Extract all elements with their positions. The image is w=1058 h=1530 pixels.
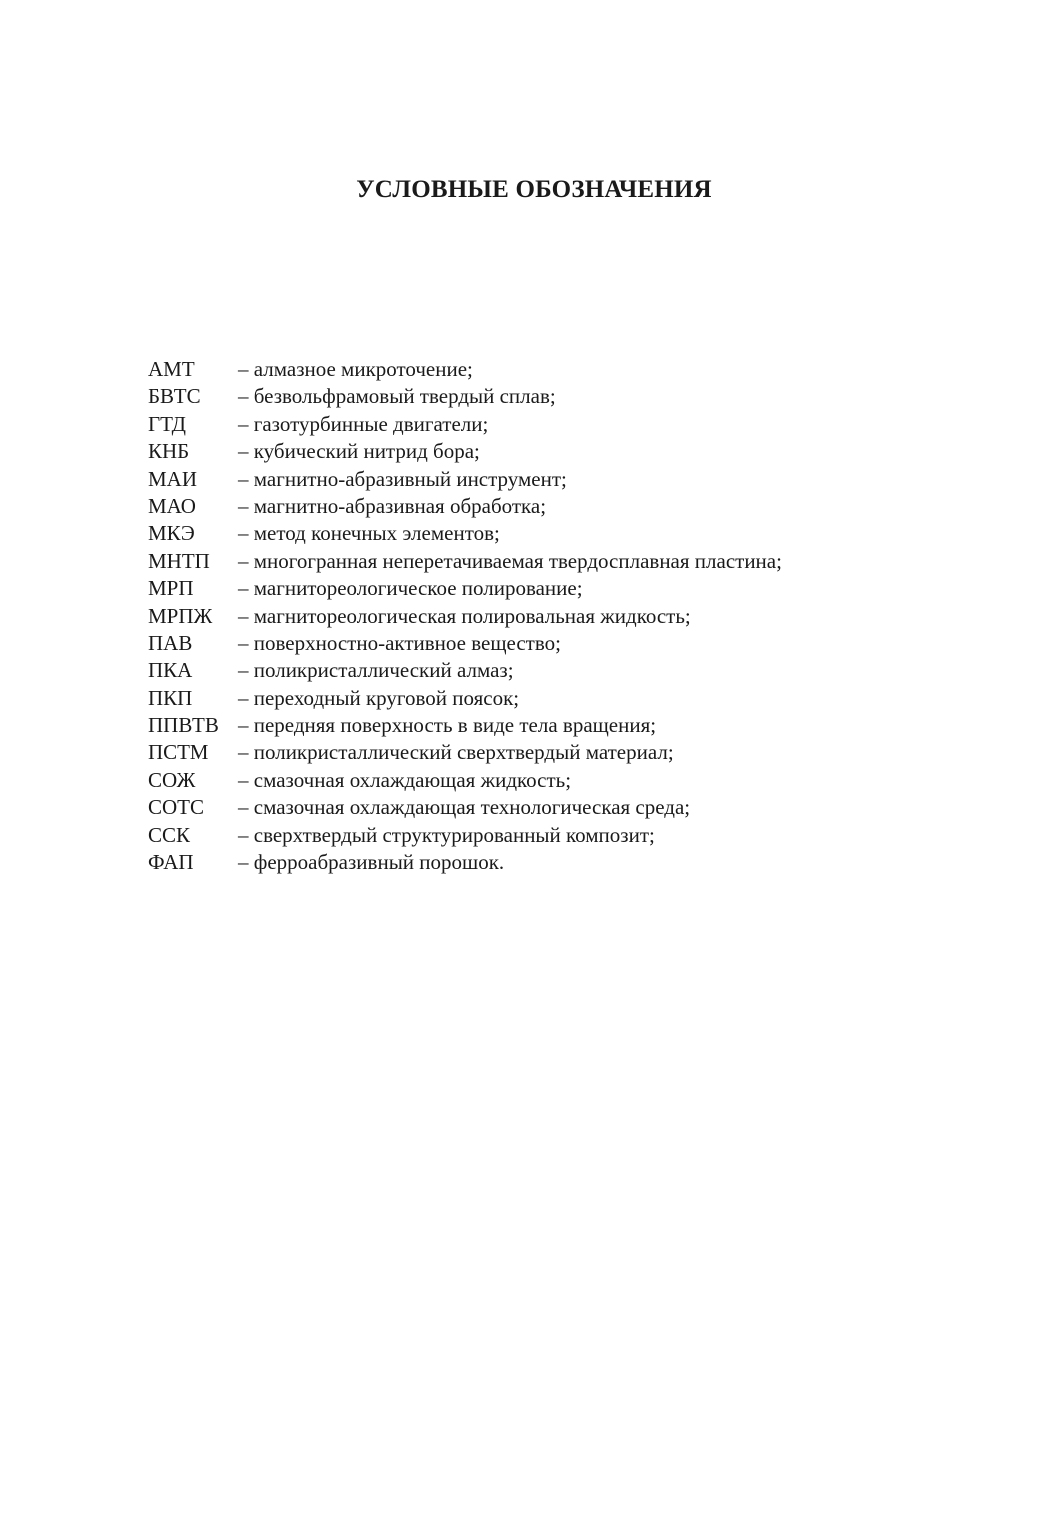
list-item bbox=[148, 657, 782, 684]
abbreviation-term: ПКП bbox=[148, 685, 193, 710]
list-item bbox=[148, 603, 782, 630]
abbreviation-definition: – магнитно-абразивная обработка; bbox=[238, 493, 547, 518]
abbreviation-definition: – многогранная неперетачиваемая твердосплавная пластина; bbox=[238, 548, 782, 573]
abbreviation-definition: – смазочная охлаждающая технологическая среда; bbox=[238, 795, 691, 820]
list-item bbox=[148, 438, 782, 465]
abbreviation-definition: – алмазное микроточение; bbox=[238, 357, 473, 381]
abbreviation-term: ППВТВ bbox=[148, 713, 219, 738]
abbreviation-term: МКЭ bbox=[148, 521, 195, 546]
page-title: УСЛОВНЫЕ ОБОЗНАЧЕНИЯ bbox=[356, 176, 712, 203]
abbreviation-definition: – безвольфрамовый твердый сплав; bbox=[238, 384, 556, 409]
list-item bbox=[148, 548, 782, 575]
list-item bbox=[148, 767, 782, 794]
abbreviation-term: СОТС bbox=[148, 795, 205, 820]
abbreviation-term: ПКА bbox=[148, 658, 193, 683]
abbreviation-term: МНТП bbox=[148, 548, 210, 573]
abbreviation-term: ПСТМ bbox=[148, 740, 209, 765]
abbreviation-definition: – сверхтвердый структурированный композит; bbox=[238, 822, 655, 847]
list-item bbox=[148, 356, 782, 383]
abbreviation-term: МРПЖ bbox=[148, 603, 213, 628]
abbreviation-list bbox=[148, 356, 782, 876]
abbreviation-term: АМТ bbox=[148, 357, 195, 381]
abbreviation-term: ПАВ bbox=[148, 630, 193, 655]
abbreviation-definition: – переходный круговой поясок; bbox=[238, 685, 520, 710]
abbreviation-definition: – магнитно-абразивный инструмент; bbox=[238, 466, 567, 491]
abbreviation-definition: – метод конечных элементов; bbox=[238, 521, 500, 546]
list-item bbox=[148, 794, 782, 821]
abbreviation-term: ГТД bbox=[148, 411, 186, 436]
abbreviation-term: ФАП bbox=[148, 850, 194, 875]
list-item bbox=[148, 630, 782, 657]
abbreviation-term: МАИ bbox=[148, 466, 198, 491]
list-item bbox=[148, 849, 782, 876]
abbreviation-definition: – поликристаллический алмаз; bbox=[238, 658, 514, 683]
list-item bbox=[148, 575, 782, 602]
list-item bbox=[148, 712, 782, 739]
abbreviation-term: МАО bbox=[148, 493, 196, 518]
list-item bbox=[148, 411, 782, 438]
abbreviation-definition: – поликристаллический сверхтвердый материал; bbox=[238, 740, 674, 765]
abbreviation-term: МРП bbox=[148, 576, 194, 601]
list-item bbox=[148, 822, 782, 849]
list-item bbox=[148, 383, 782, 410]
abbreviation-term: БВТС bbox=[148, 384, 201, 409]
abbreviation-definition: – поверхностно-активное вещество; bbox=[238, 630, 561, 655]
abbreviation-definition: – газотурбинные двигатели; bbox=[238, 411, 489, 436]
abbreviation-definition: – магнитореологическая полировальная жидкость; bbox=[238, 603, 691, 628]
abbreviation-definition: – кубический нитрид бора; bbox=[238, 439, 480, 464]
list-item bbox=[148, 466, 782, 493]
abbreviation-definition: – смазочная охлаждающая жидкость; bbox=[238, 767, 572, 792]
list-item bbox=[148, 739, 782, 766]
abbreviation-term: ССК bbox=[148, 822, 191, 847]
list-item bbox=[148, 493, 782, 520]
abbreviation-definition: – магнитореологическое полирование; bbox=[238, 576, 583, 601]
abbreviation-definition: – ферроабразивный порошок. bbox=[238, 850, 505, 875]
abbreviation-term: СОЖ bbox=[148, 767, 196, 792]
list-item bbox=[148, 520, 782, 547]
abbreviation-definition: – передняя поверхность в виде тела вращения; bbox=[238, 713, 657, 738]
abbreviation-term: КНБ bbox=[148, 439, 190, 464]
list-item bbox=[148, 685, 782, 712]
